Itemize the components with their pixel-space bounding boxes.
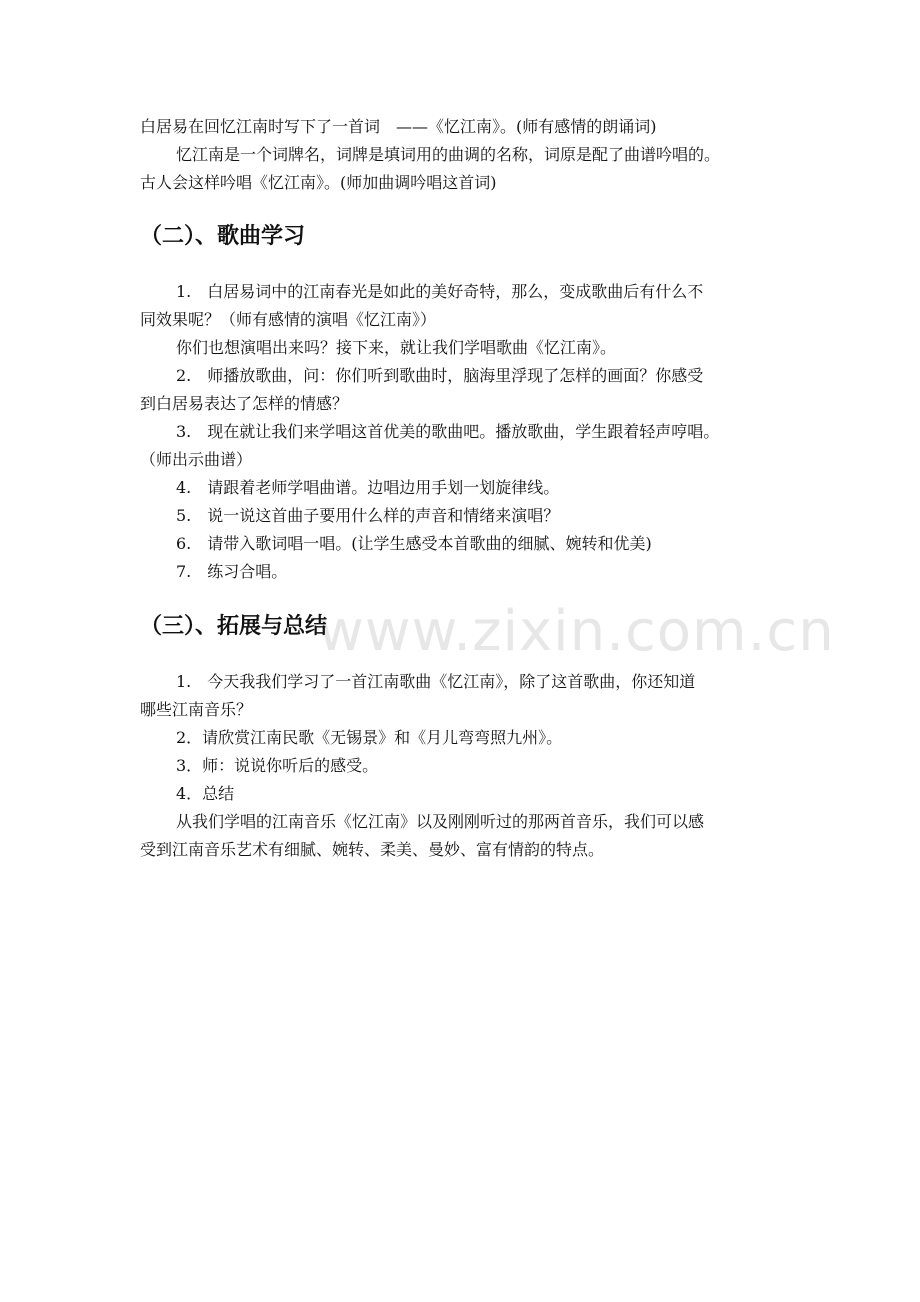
section-2-line: 7. 练习合唱。 xyxy=(176,562,288,581)
section-3-line: 哪些江南音乐？ xyxy=(140,700,253,719)
section-2-line: 到白居易表达了怎样的情感？ xyxy=(140,394,349,413)
intro-line-1: 白居易在回忆江南时写下了一首词 ——《忆江南》。(师有感情的朗诵词) xyxy=(140,117,657,136)
section-2-line: 2. 师播放歌曲，问：你们听到歌曲时，脑海里浮现了怎样的画面？你感受 xyxy=(176,366,704,385)
intro-line-3: 古人会这样吟唱《忆江南》。(师加曲调吟唱这首词) xyxy=(140,173,497,192)
section-3-line: 2．请欣赏江南民歌《无锡景》和《月儿弯弯照九州》。 xyxy=(176,728,563,747)
section-3-line: 从我们学唱的江南音乐《忆江南》以及刚刚听过的那两首音乐，我们可以感 xyxy=(176,812,705,831)
section-2-line: 3. 现在就让我们来学唱这首优美的歌曲吧。播放歌曲，学生跟着轻声哼唱。 xyxy=(176,422,720,441)
section-2-heading: （二）、歌曲学习 xyxy=(140,224,306,249)
section-3-heading: （三）、拓展与总结 xyxy=(140,614,328,639)
section-3-line: 4．总结 xyxy=(176,784,235,803)
section-2-line: 同效果呢？（师有感情的演唱《忆江南》） xyxy=(140,310,437,329)
section-2-line: 1. 白居易词中的江南春光是如此的美好奇特，那么，变成歌曲后有什么不 xyxy=(176,282,704,301)
section-3-line: 1. 今天我我们学习了一首江南歌曲《忆江南》，除了这首歌曲，你还知道 xyxy=(176,672,696,691)
document-body xyxy=(140,113,785,864)
section-2-line: 6. 请带入歌词唱一唱。(让学生感受本首歌曲的细腻、婉转和优美) xyxy=(176,534,652,553)
section-2-line: 4. 请跟着老师学唱曲谱。边唱边用手划一划旋律线。 xyxy=(176,478,560,497)
section-2-line: （师出示曲谱） xyxy=(140,450,253,469)
section-3-line: 3．师：说说你听后的感受。 xyxy=(176,756,379,775)
section-3-line: 受到江南音乐艺术有细腻、婉转、柔美、曼妙、富有情韵的特点。 xyxy=(140,840,605,859)
section-2-line: 5. 说一说这首曲子要用什么样的声音和情绪来演唱？ xyxy=(176,506,560,525)
watermark: www.zixin.com.cn xyxy=(318,599,835,664)
section-2-line: 你们也想演唱出来吗？接下来，就让我们学唱歌曲《忆江南》。 xyxy=(176,338,617,357)
intro-line-2: 忆江南是一个词牌名，词牌是填词用的曲调的名称，词原是配了曲谱吟唱的。 xyxy=(176,145,721,164)
